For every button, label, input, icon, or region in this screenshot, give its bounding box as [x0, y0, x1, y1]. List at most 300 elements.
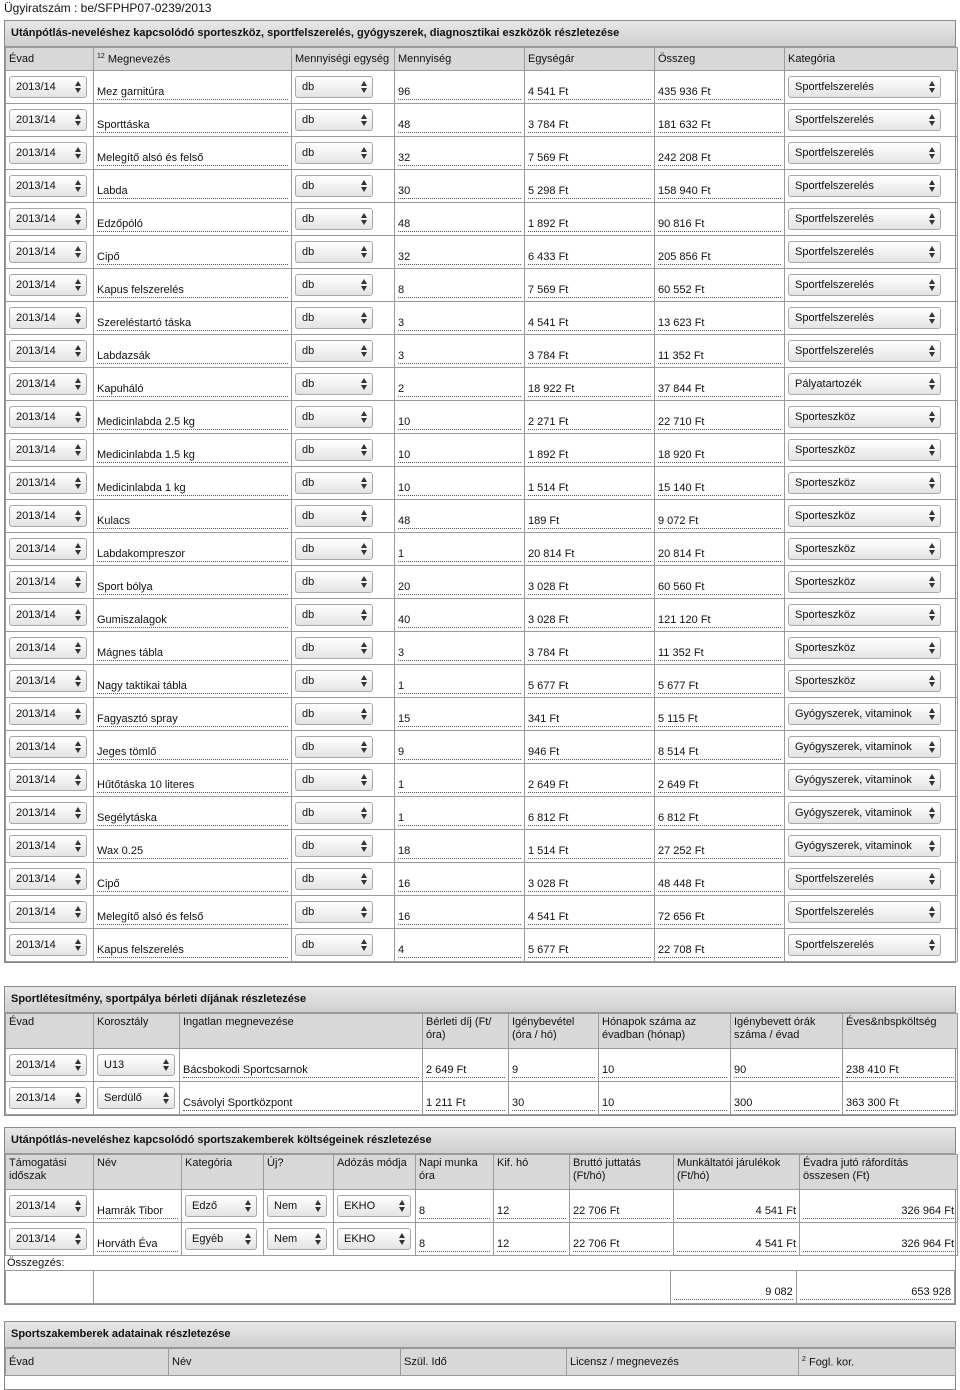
employer-contrib-field[interactable]: 4 541 Ft	[677, 1204, 796, 1219]
unit-select[interactable]	[295, 439, 373, 461]
quantity-field[interactable]: 48	[398, 118, 521, 133]
unit-price-field[interactable]: 7 569 Ft	[528, 151, 651, 166]
unit-price-field[interactable]: 5 677 Ft	[528, 679, 651, 694]
total-field[interactable]: 27 252 Ft	[658, 844, 781, 859]
unit-select[interactable]	[295, 736, 373, 758]
season-select[interactable]	[9, 670, 87, 692]
category-select[interactable]	[788, 208, 941, 230]
season-select-value: 2013/14	[16, 180, 56, 192]
item-name-field[interactable]: Melegítő alsó és felső	[97, 151, 288, 166]
item-name-field[interactable]: Hűtőtáska 10 literes	[97, 778, 288, 793]
category-select-value: Sporteszköz	[795, 477, 856, 489]
item-name-field[interactable]: Wax 0.25	[97, 844, 288, 859]
updown-arrows-icon	[75, 312, 82, 324]
category-select[interactable]	[788, 934, 941, 956]
total-field[interactable]: 6 812 Ft	[658, 811, 781, 826]
quantity-field[interactable]: 96	[398, 85, 521, 100]
staff-category-select[interactable]	[185, 1228, 257, 1250]
total-field[interactable]: 22 710 Ft	[658, 415, 781, 430]
daily-hours-field[interactable]: 8	[419, 1204, 490, 1219]
season-select[interactable]	[9, 472, 87, 494]
unit-select[interactable]	[295, 109, 373, 131]
table-row	[6, 896, 958, 929]
unit-price-field[interactable]: 20 814 Ft	[528, 547, 651, 562]
equipment-header-row	[6, 48, 958, 71]
season-select-value: 2013/14	[16, 411, 56, 423]
unit-select[interactable]	[295, 76, 373, 98]
quantity-field[interactable]: 3	[398, 316, 521, 331]
season-select[interactable]	[9, 835, 87, 857]
col-license: Licensz / megnevezés	[567, 1349, 799, 1376]
item-name-field[interactable]: Medicinlabda 1 kg	[97, 481, 288, 496]
age-group-select-value: U13	[104, 1059, 125, 1071]
unit-cell	[292, 797, 395, 830]
unit-price-field[interactable]: 6 433 Ft	[528, 250, 651, 265]
unit-select-value: db	[302, 576, 315, 588]
updown-arrows-icon	[929, 378, 936, 390]
quantity-field[interactable]: 10	[398, 415, 521, 430]
season-select[interactable]	[9, 142, 87, 164]
item-name-field[interactable]: Melegítő alsó és felső	[97, 910, 288, 925]
quantity-field[interactable]: 20	[398, 580, 521, 595]
paid-months-field[interactable]: 12	[497, 1204, 566, 1219]
quantity-field[interactable]: 4	[398, 943, 521, 958]
updown-arrows-icon	[929, 345, 936, 357]
col-property: Ingatlan megnevezése	[180, 1014, 423, 1049]
category-select[interactable]	[788, 736, 941, 758]
unit-price-field[interactable]: 1 514 Ft	[528, 481, 651, 496]
unit-price-field[interactable]: 1 892 Ft	[528, 217, 651, 232]
quantity-field[interactable]: 2	[398, 382, 521, 397]
season-select[interactable]	[9, 868, 87, 890]
category-select[interactable]	[788, 604, 941, 626]
item-name-field[interactable]: Mez garnitúra	[97, 85, 288, 100]
unit-select[interactable]	[295, 208, 373, 230]
total-field[interactable]: 8 514 Ft	[658, 745, 781, 760]
unit-price-field[interactable]: 4 541 Ft	[528, 85, 651, 100]
col-usage: Igénybevétel (óra / hó)	[509, 1014, 599, 1049]
unit-select[interactable]	[295, 274, 373, 296]
item-name-field[interactable]: Edzőpóló	[97, 217, 288, 232]
category-select-value: Gyógyszerek, vitaminok	[795, 840, 912, 852]
col-name-sup: 12	[97, 52, 105, 60]
total-field[interactable]: 22 708 Ft	[658, 943, 781, 958]
staff-costs-panel	[4, 1127, 956, 1305]
quantity-field[interactable]: 8	[398, 283, 521, 298]
category-cell	[785, 929, 958, 962]
item-name-field[interactable]: Cipő	[97, 250, 288, 265]
unit-select[interactable]	[295, 472, 373, 494]
quantity-field[interactable]: 48	[398, 217, 521, 232]
unit-price-field[interactable]: 1 892 Ft	[528, 448, 651, 463]
item-name-field[interactable]: Jeges tömlő	[97, 745, 288, 760]
category-select[interactable]	[788, 571, 941, 593]
category-select[interactable]	[788, 901, 941, 923]
season-select[interactable]	[9, 1087, 87, 1109]
total-field[interactable]: 13 623 Ft	[658, 316, 781, 331]
qty-cell	[395, 236, 525, 269]
unit-price-field[interactable]: 3 784 Ft	[528, 349, 651, 364]
category-select[interactable]	[788, 703, 941, 725]
col-unit-price: Egységár	[525, 48, 655, 71]
quantity-field[interactable]: 1	[398, 778, 521, 793]
category-select[interactable]	[788, 406, 941, 428]
qty-cell	[395, 731, 525, 764]
total-field[interactable]: 60 560 Ft	[658, 580, 781, 595]
quantity-field[interactable]: 16	[398, 877, 521, 892]
item-name-field[interactable]: Sport bólya	[97, 580, 288, 595]
unit-price-field[interactable]: 4 541 Ft	[528, 910, 651, 925]
quantity-field[interactable]: 3	[398, 646, 521, 661]
updown-arrows-icon	[929, 81, 936, 93]
unit-select[interactable]	[295, 175, 373, 197]
unit-price-field[interactable]: 5 298 Ft	[528, 184, 651, 199]
item-name-field[interactable]: Kapus felszerelés	[97, 283, 288, 298]
price-cell	[525, 665, 655, 698]
qty-cell	[395, 698, 525, 731]
season-select[interactable]	[9, 571, 87, 593]
quantity-field[interactable]: 18	[398, 844, 521, 859]
item-name-field[interactable]: Labda	[97, 184, 288, 199]
season-select[interactable]	[9, 208, 87, 230]
total-field[interactable]: 121 120 Ft	[658, 613, 781, 628]
season-select[interactable]	[9, 604, 87, 626]
unit-price-field[interactable]: 3 784 Ft	[528, 646, 651, 661]
quantity-field[interactable]: 3	[398, 349, 521, 364]
season-select[interactable]	[9, 802, 87, 824]
item-name-field[interactable]: Labdazsák	[97, 349, 288, 364]
table-row	[6, 632, 958, 665]
paid-months-field[interactable]: 12	[497, 1237, 566, 1252]
season-select[interactable]	[9, 406, 87, 428]
category-select-value: Sportfelszerelés	[795, 180, 874, 192]
item-name-field[interactable]: Mágnes tábla	[97, 646, 288, 661]
item-name-field[interactable]: Nagy taktikai tábla	[97, 679, 288, 694]
total-field[interactable]: 9 072 Ft	[658, 514, 781, 529]
category-select[interactable]	[788, 241, 941, 263]
quantity-field[interactable]: 15	[398, 712, 521, 727]
col-season: Évad	[6, 1014, 94, 1049]
total-field[interactable]: 72 656 Ft	[658, 910, 781, 925]
total-field[interactable]: 205 856 Ft	[658, 250, 781, 265]
unit-price-field[interactable]: 189 Ft	[528, 514, 651, 529]
quantity-field[interactable]: 10	[398, 448, 521, 463]
updown-arrows-icon	[245, 1233, 252, 1245]
unit-price-field[interactable]: 18 922 Ft	[528, 382, 651, 397]
table-row	[6, 203, 958, 236]
category-select[interactable]	[788, 373, 941, 395]
unit-price-field[interactable]: 3 028 Ft	[528, 580, 651, 595]
qty-cell	[395, 203, 525, 236]
updown-arrows-icon	[361, 840, 368, 852]
total-cell	[655, 896, 785, 929]
season-select[interactable]	[9, 769, 87, 791]
unit-select[interactable]	[295, 142, 373, 164]
equipment-table	[5, 47, 958, 962]
annual-cost-field[interactable]: 363 300 Ft	[846, 1096, 954, 1111]
col-new: Új?	[264, 1155, 334, 1190]
usage-cell	[509, 1049, 599, 1082]
summary-empty-cell	[6, 1271, 94, 1304]
rent-fee-field[interactable]: 1 211 Ft	[426, 1096, 505, 1111]
item-name-field[interactable]: Fagyasztó spray	[97, 712, 288, 727]
item-name-field[interactable]: Gumiszalagok	[97, 613, 288, 628]
new-select[interactable]	[267, 1228, 327, 1250]
quantity-field[interactable]: 30	[398, 184, 521, 199]
season-select[interactable]	[9, 934, 87, 956]
col-name	[94, 48, 292, 71]
unit-select[interactable]	[295, 241, 373, 263]
total-field[interactable]: 435 936 Ft	[658, 85, 781, 100]
staff-name-field[interactable]: Horváth Éva	[97, 1237, 178, 1252]
period-select[interactable]	[9, 1195, 87, 1217]
staff-name-field[interactable]: Hamrák Tibor	[97, 1204, 178, 1219]
unit-select[interactable]	[295, 340, 373, 362]
item-name-field[interactable]: Sporttáska	[97, 118, 288, 133]
usage-field[interactable]: 30	[512, 1096, 595, 1111]
unit-select[interactable]	[295, 307, 373, 329]
season-select[interactable]	[9, 109, 87, 131]
season-select[interactable]	[9, 439, 87, 461]
updown-arrows-icon	[75, 939, 82, 951]
unit-select[interactable]	[295, 637, 373, 659]
unit-select[interactable]	[295, 373, 373, 395]
age-group-select[interactable]	[97, 1054, 175, 1076]
unit-select[interactable]	[295, 835, 373, 857]
unit-select[interactable]	[295, 802, 373, 824]
price-cell	[525, 170, 655, 203]
tax-method-select[interactable]	[337, 1228, 411, 1250]
total-field[interactable]: 11 352 Ft	[658, 349, 781, 364]
item-name-field[interactable]: Medicinlabda 2.5 kg	[97, 415, 288, 430]
season-select[interactable]	[9, 505, 87, 527]
item-name-field[interactable]: Medicinlabda 1.5 kg	[97, 448, 288, 463]
item-name-field[interactable]: Cipő	[97, 877, 288, 892]
season-select[interactable]	[9, 274, 87, 296]
age-group-select-value: Serdülő	[104, 1092, 142, 1104]
updown-arrows-icon	[399, 1233, 406, 1245]
unit-select[interactable]	[295, 868, 373, 890]
total-field[interactable]: 48 448 Ft	[658, 877, 781, 892]
season-select-value: 2013/14	[16, 840, 56, 852]
hours-field[interactable]: 300	[734, 1096, 839, 1111]
unit-select[interactable]	[295, 571, 373, 593]
season-select[interactable]	[9, 241, 87, 263]
category-select-value: Gyógyszerek, vitaminok	[795, 708, 912, 720]
total-field[interactable]: 37 844 Ft	[658, 382, 781, 397]
employer-contrib-field[interactable]: 4 541 Ft	[677, 1237, 796, 1252]
category-select[interactable]	[788, 175, 941, 197]
season-select[interactable]	[9, 373, 87, 395]
season-cell	[6, 467, 94, 500]
quantity-field[interactable]: 9	[398, 745, 521, 760]
quantity-field[interactable]: 10	[398, 481, 521, 496]
unit-price-field[interactable]: 3 028 Ft	[528, 877, 651, 892]
total-field[interactable]: 242 208 Ft	[658, 151, 781, 166]
category-cell	[785, 104, 958, 137]
unit-select[interactable]	[295, 406, 373, 428]
category-cell	[785, 302, 958, 335]
quantity-field[interactable]: 48	[398, 514, 521, 529]
updown-arrows-icon	[929, 543, 936, 555]
staff-data-panel	[4, 1321, 956, 1390]
quantity-field[interactable]: 40	[398, 613, 521, 628]
total-field[interactable]: 11 352 Ft	[658, 646, 781, 661]
season-select-value: 2013/14	[16, 1092, 56, 1104]
new-select[interactable]	[267, 1195, 327, 1217]
unit-select-value: db	[302, 147, 315, 159]
category-select[interactable]	[788, 802, 941, 824]
total-field[interactable]: 60 552 Ft	[658, 283, 781, 298]
season-select[interactable]	[9, 637, 87, 659]
season-select[interactable]	[9, 703, 87, 725]
total-field[interactable]: 5 677 Ft	[658, 679, 781, 694]
category-select[interactable]	[788, 868, 941, 890]
annual-cost-field[interactable]: 238 410 Ft	[846, 1063, 954, 1078]
total-field[interactable]: 158 940 Ft	[658, 184, 781, 199]
table-row	[6, 104, 958, 137]
unit-price-field[interactable]: 946 Ft	[528, 745, 651, 760]
price-cell	[525, 335, 655, 368]
age-group-select[interactable]	[97, 1087, 175, 1109]
gross-pay-field[interactable]: 22 706 Ft	[573, 1237, 670, 1252]
unit-price-field[interactable]: 7 569 Ft	[528, 283, 651, 298]
daily-hours-field[interactable]: 8	[419, 1237, 490, 1252]
season-select-value: 2013/14	[16, 741, 56, 753]
property-name-field[interactable]: Bácsbokodi Sportcsarnok	[183, 1063, 419, 1078]
unit-select-value: db	[302, 708, 315, 720]
price-cell	[525, 137, 655, 170]
unit-price-field[interactable]: 4 541 Ft	[528, 316, 651, 331]
gross-pay-field[interactable]: 22 706 Ft	[573, 1204, 670, 1219]
total-field[interactable]: 2 649 Ft	[658, 778, 781, 793]
updown-arrows-icon	[75, 180, 82, 192]
season-select[interactable]	[9, 307, 87, 329]
total-field[interactable]: 15 140 Ft	[658, 481, 781, 496]
category-select[interactable]	[788, 109, 941, 131]
unit-select-value: db	[302, 411, 315, 423]
item-name-field[interactable]: Kapus felszerelés	[97, 943, 288, 958]
category-cell	[785, 533, 958, 566]
category-select[interactable]	[788, 307, 941, 329]
unit-price-field[interactable]: 5 677 Ft	[528, 943, 651, 958]
unit-price-field[interactable]: 3 028 Ft	[528, 613, 651, 628]
category-select[interactable]	[788, 670, 941, 692]
total-field[interactable]: 18 920 Ft	[658, 448, 781, 463]
unit-price-field[interactable]: 1 514 Ft	[528, 844, 651, 859]
quantity-field[interactable]: 32	[398, 250, 521, 265]
staff-category-select[interactable]	[185, 1195, 257, 1217]
total-field[interactable]: 20 814 Ft	[658, 547, 781, 562]
item-name-field[interactable]: Labdakompreszor	[97, 547, 288, 562]
category-select[interactable]	[788, 835, 941, 857]
unit-select[interactable]	[295, 538, 373, 560]
quantity-field[interactable]: 1	[398, 811, 521, 826]
unit-price-field[interactable]: 3 784 Ft	[528, 118, 651, 133]
updown-arrows-icon	[75, 741, 82, 753]
season-select[interactable]	[9, 175, 87, 197]
unit-cell	[292, 533, 395, 566]
quantity-field[interactable]: 32	[398, 151, 521, 166]
category-select[interactable]	[788, 439, 941, 461]
category-select[interactable]	[788, 340, 941, 362]
category-select-value: Sportfelszerelés	[795, 246, 874, 258]
updown-arrows-icon	[361, 345, 368, 357]
category-select[interactable]	[788, 538, 941, 560]
unit-select[interactable]	[295, 934, 373, 956]
category-select[interactable]	[788, 142, 941, 164]
category-select[interactable]	[788, 274, 941, 296]
season-cost-field[interactable]: 326 964 Ft	[803, 1204, 954, 1219]
unit-price-field[interactable]: 2 271 Ft	[528, 415, 651, 430]
season-select-value: 2013/14	[16, 543, 56, 555]
total-field[interactable]: 5 115 Ft	[658, 712, 781, 727]
unit-select[interactable]	[295, 703, 373, 725]
season-select[interactable]	[9, 340, 87, 362]
unit-price-field[interactable]: 341 Ft	[528, 712, 651, 727]
item-name-field[interactable]: Szereléstartó táska	[97, 316, 288, 331]
unit-select[interactable]	[295, 604, 373, 626]
season-cost-field[interactable]: 326 964 Ft	[803, 1237, 954, 1252]
col-annual: Éves&nbspköltség	[843, 1014, 958, 1049]
price-cell	[525, 863, 655, 896]
category-select-value: Sportfelszerelés	[795, 939, 874, 951]
season-select[interactable]	[9, 538, 87, 560]
unit-select[interactable]	[295, 769, 373, 791]
season-cell	[6, 137, 94, 170]
item-name-field[interactable]: Kapuháló	[97, 382, 288, 397]
quantity-field[interactable]: 1	[398, 547, 521, 562]
category-select-value: Sportfelszerelés	[795, 279, 874, 291]
name-cell	[94, 698, 292, 731]
category-select[interactable]	[788, 76, 941, 98]
category-select-value: Sporteszköz	[795, 675, 856, 687]
months-field[interactable]: 10	[602, 1096, 727, 1111]
hours-field[interactable]: 90	[734, 1063, 839, 1078]
period-select[interactable]	[9, 1228, 87, 1250]
season-select[interactable]	[9, 76, 87, 98]
total-field[interactable]: 90 816 Ft	[658, 217, 781, 232]
category-select[interactable]	[788, 472, 941, 494]
category-select[interactable]	[788, 769, 941, 791]
quantity-field[interactable]: 1	[398, 679, 521, 694]
season-select-value: 2013/14	[16, 444, 56, 456]
category-select[interactable]	[788, 505, 941, 527]
item-name-field[interactable]: Kulacs	[97, 514, 288, 529]
category-cell	[785, 665, 958, 698]
season-select[interactable]	[9, 736, 87, 758]
property-name-field[interactable]: Csávolyi Sportközpont	[183, 1096, 419, 1111]
category-select[interactable]	[788, 637, 941, 659]
season-select[interactable]	[9, 1054, 87, 1076]
unit-select[interactable]	[295, 505, 373, 527]
item-name-field[interactable]: Segélytáska	[97, 811, 288, 826]
months-field[interactable]: 10	[602, 1063, 727, 1078]
total-field[interactable]: 181 632 Ft	[658, 118, 781, 133]
tax-method-select[interactable]	[337, 1195, 411, 1217]
usage-field[interactable]: 9	[512, 1063, 595, 1078]
unit-select[interactable]	[295, 901, 373, 923]
season-select-value: 2013/14	[16, 345, 56, 357]
rent-fee-field[interactable]: 2 649 Ft	[426, 1063, 505, 1078]
unit-price-field[interactable]: 2 649 Ft	[528, 778, 651, 793]
updown-arrows-icon	[929, 576, 936, 588]
unit-price-field[interactable]: 6 812 Ft	[528, 811, 651, 826]
season-select[interactable]	[9, 901, 87, 923]
unit-select[interactable]	[295, 670, 373, 692]
qty-cell	[395, 269, 525, 302]
quantity-field[interactable]: 16	[398, 910, 521, 925]
